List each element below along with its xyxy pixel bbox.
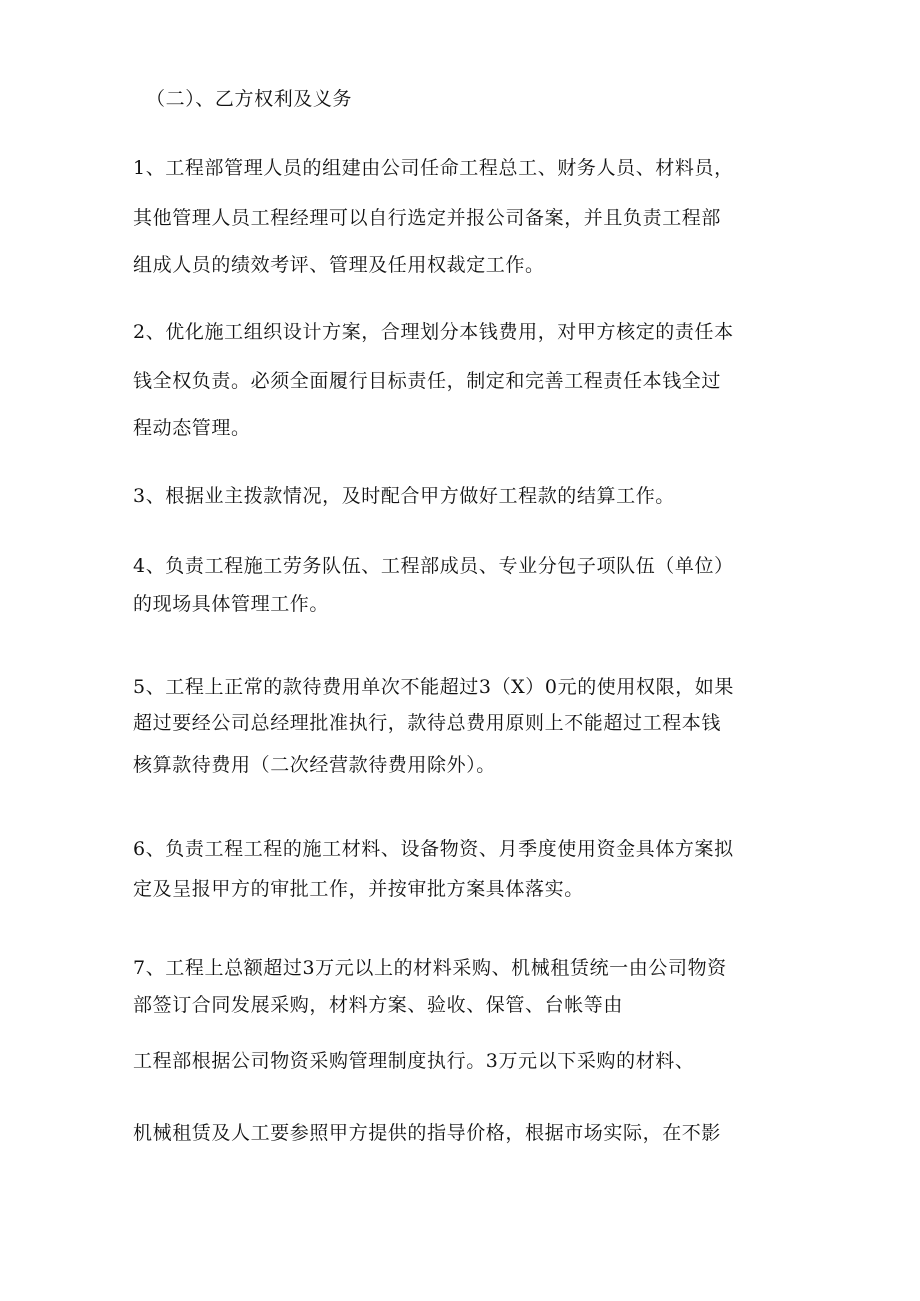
paragraph-line: 6、负责工程工程的施工材料、设备物资、月季度使用资金具体方案拟 <box>133 838 734 860</box>
paragraph-line: 5、工程上正常的款待费用单次不能超过3（X）0元的使用权限，如果 <box>133 676 734 698</box>
paragraph-line: 核算款待费用（二次经营款待费用除外）。 <box>133 754 496 776</box>
paragraph-line: 3、根据业主拨款情况，及时配合甲方做好工程款的结算工作。 <box>133 485 675 507</box>
paragraph-line: 其他管理人员工程经理可以自行选定并报公司备案，并且负责工程部 <box>133 207 722 229</box>
paragraph-line: 7、工程上总额超过3万元以上的材料采购、机械租赁统一由公司物资 <box>133 957 727 979</box>
paragraph-line: 1、工程部管理人员的组建由公司任命工程总工、财务人员、材料员， <box>133 157 734 179</box>
paragraph-line: 2、优化施工组织设计方案，合理划分本钱费用，对甲方核定的责任本 <box>133 321 734 343</box>
paragraph-line: 钱全权负责。必须全面履行目标责任，制定和完善工程责任本钱全过 <box>133 370 722 392</box>
paragraph-line: 程动态管理。 <box>133 417 251 439</box>
paragraph-line: 的现场具体管理工作。 <box>133 593 330 615</box>
paragraph-line: 组成人员的绩效考评、管理及任用权裁定工作。 <box>133 254 545 276</box>
section-heading: （二）、乙方权利及义务 <box>146 88 353 110</box>
paragraph-line: 工程部根据公司物资采购管理制度执行。3万元以下采购的材料、 <box>133 1050 695 1072</box>
paragraph-line: 超过要经公司总经理批准执行，款待总费用原则上不能超过工程本钱 <box>133 712 722 734</box>
paragraph-line: 部签订合同发展采购，材料方案、验收、保管、台帐等由 <box>133 994 624 1016</box>
paragraph-line: 定及呈报甲方的审批工作，并按审批方案具体落实。 <box>133 878 584 900</box>
paragraph-line: 机械租赁及人工要参照甲方提供的指导价格，根据市场实际，在不影 <box>133 1122 722 1144</box>
paragraph-line: 4、负责工程施工劳务队伍、工程部成员、专业分包子项队伍（单位） <box>133 555 734 577</box>
